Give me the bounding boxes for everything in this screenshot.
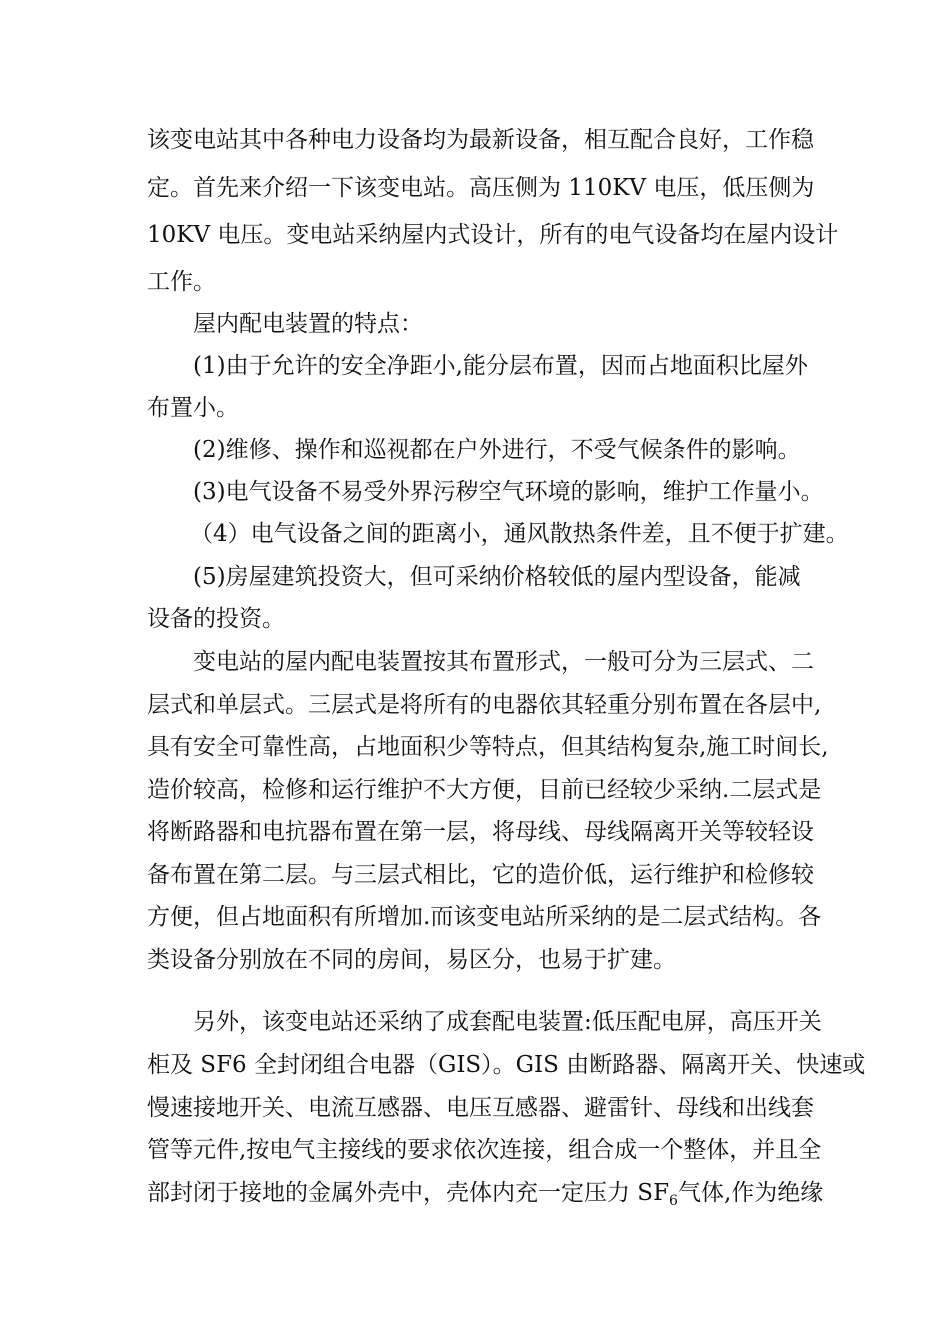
section-heading: 屋内配电装置的特点： (193, 311, 423, 337)
body-line: 柜及 SF6 全封闭组合电器（GIS）。GIS 由断路器、隔离开关、快速或 (147, 1052, 866, 1078)
subscript-six: 6 (669, 1193, 678, 1209)
body-line: 将断路器和电抗器布置在第一层，将母线、母线隔离开关等较轻设 (147, 819, 814, 845)
body-line: 层式和单层式。三层式是将所有的电器依其轻重分别布置在各层中, (147, 692, 822, 718)
body-line: 工作。 (147, 269, 216, 295)
body-line: 慢速接地开关、电流互感器、电压互感器、避雷针、母线和出线套 (147, 1095, 814, 1121)
last-line-text: 部封闭于接地的金属外壳中，壳体内充一定压力 SF (147, 1180, 670, 1206)
last-line-tail: 气体,作为绝缘 (677, 1180, 824, 1206)
paragraph-first-line: 变电站的屋内配电装置按其布置形式，一般可分为三层式、二 (193, 649, 814, 675)
body-line: 类设备分别放在不同的房间，易区分，也易于扩建。 (147, 947, 676, 973)
body-line: 造价较高，检修和运行维护不大方便，目前已经较少采纳.二层式是 (147, 777, 822, 803)
body-line: 布置小。 (147, 395, 239, 421)
list-item: （4）电气设备之间的距离小，通风散热条件差，且不便于扩建。 (190, 521, 849, 547)
body-line: 10KV 电压。变电站采纳屋内式设计，所有的电气设备均在屋内设计 (147, 222, 839, 248)
body-line: 备布置在第二层。与三层式相比，它的造价低，运行维护和检修较 (147, 862, 814, 888)
body-line: 该变电站其中各种电力设备均为最新设备，相互配合良好，工作稳 (147, 127, 814, 153)
list-item: (1)由于允许的安全净距小,能分层布置，因而占地面积比屋外 (193, 353, 808, 379)
body-line: 具有安全可靠性高，占地面积少等特点，但其结构复杂,施工时间长, (147, 734, 829, 760)
list-item: (5)房屋建筑投资大，但可采纳价格较低的屋内型设备，能减 (193, 564, 801, 590)
body-line-last (147, 1177, 823, 1209)
list-item: (3)电气设备不易受外界污秽空气环境的影响，维护工作量小。 (193, 479, 824, 505)
list-item: (2)维修、操作和巡视都在户外进行，不受气候条件的影响。 (193, 437, 801, 463)
body-line: 定。首先来介绍一下该变电站。高压侧为 110KV 电压，低压侧为 (147, 175, 815, 201)
paragraph-first-line: 另外，该变电站还采纳了成套配电装置:低压配电屏，高压开关 (193, 1009, 822, 1035)
body-line: 管等元件,按电气主接线的要求依次连接，组合成一个整体，并且全 (147, 1137, 822, 1163)
body-line: 方便，但占地面积有所增加.而该变电站所采纳的是二层式结构。各 (147, 904, 822, 930)
body-line: 设备的投资。 (147, 606, 285, 632)
